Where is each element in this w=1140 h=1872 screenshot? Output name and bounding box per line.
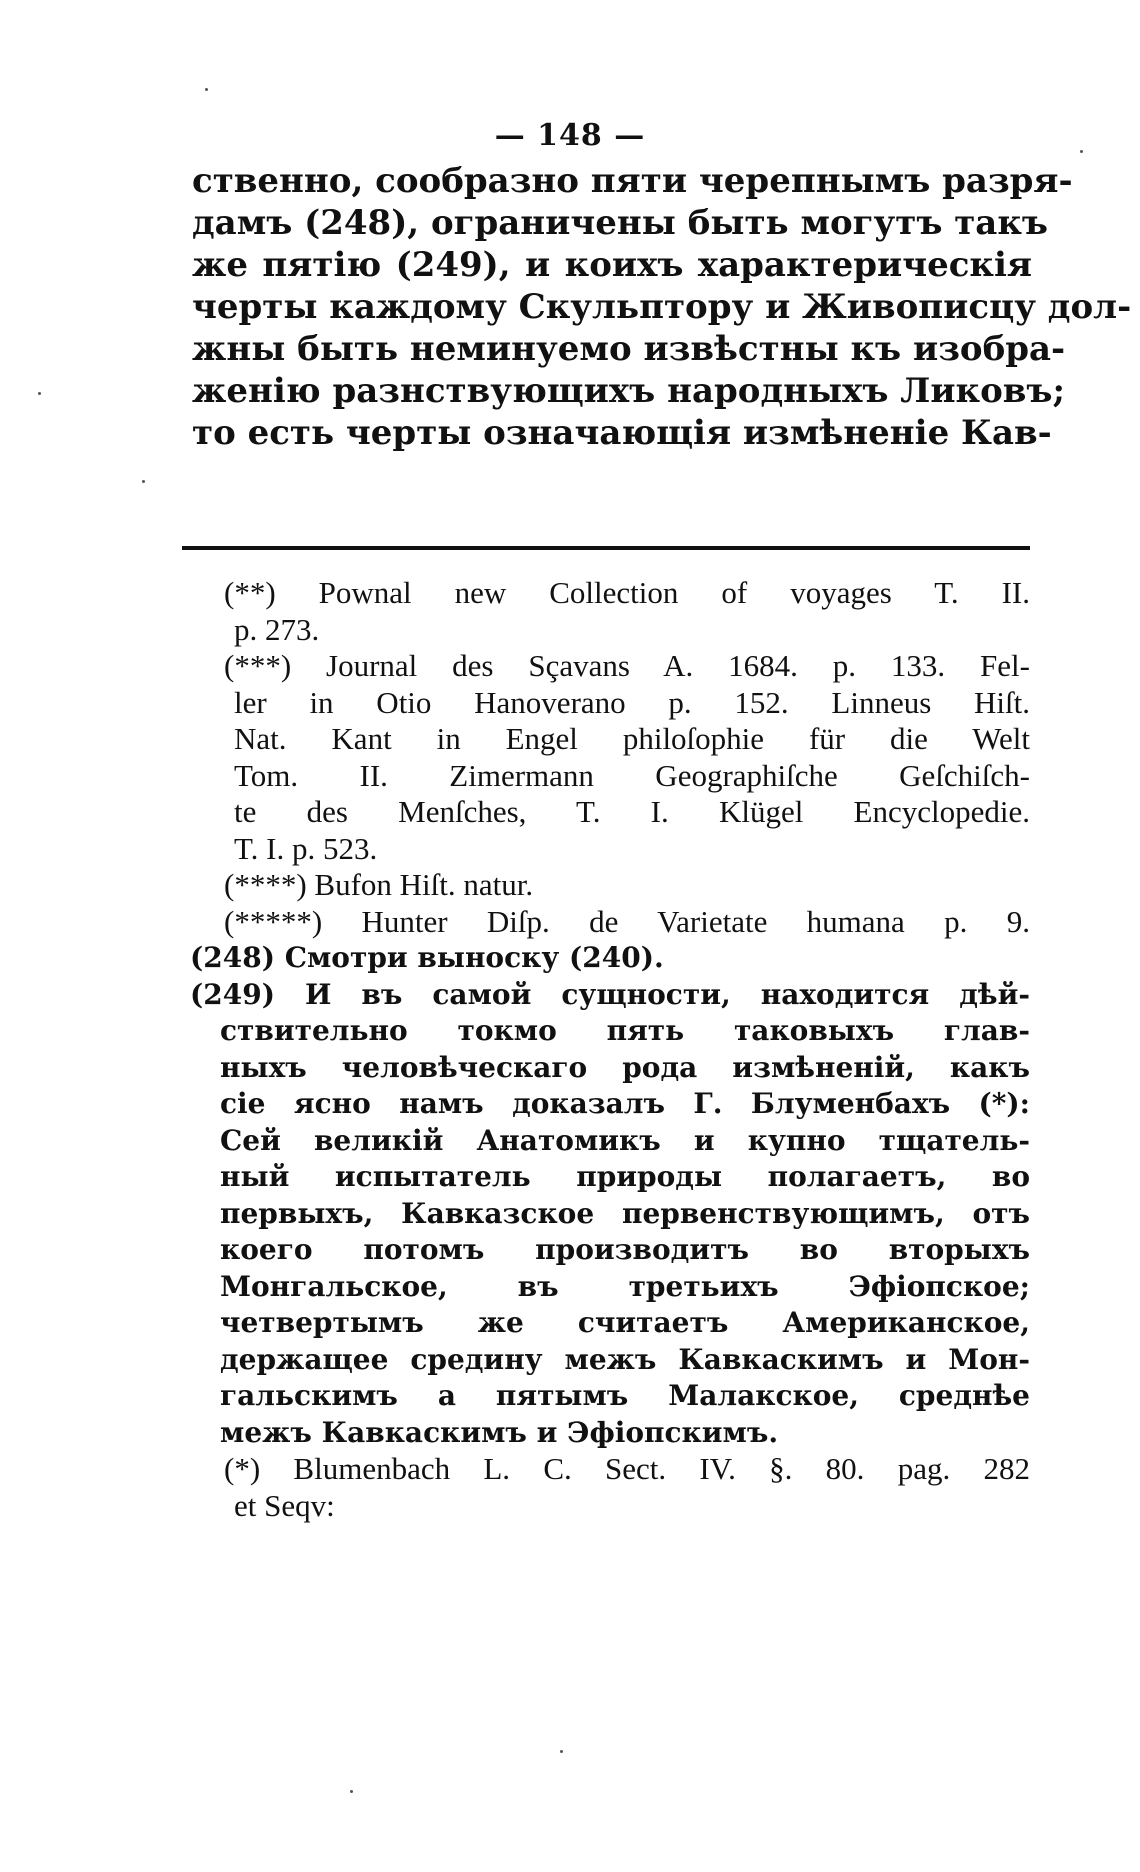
main-text-line: женію разнствующихъ народныхъ Ликовъ; xyxy=(192,371,1066,411)
main-text-line: то есть черты означающія измѣненіе Кав- xyxy=(192,413,1052,453)
main-text-line: черты каждому Скульптору и Живописцу дол- xyxy=(192,287,1132,327)
footnote-line: (****) Bufon Hiſt. natur. xyxy=(224,867,534,902)
main-text-line: же пятію (249), и коихъ характерическія xyxy=(192,245,1032,285)
main-text-line: жны быть неминуемо извѣстны къ изобра- xyxy=(192,329,1066,369)
footnote-line: сіе ясно намъ доказалъ Г. Блуменбахъ (*): xyxy=(220,1087,1030,1120)
footnote-line: (249) И въ самой сущности, находится дѣй- xyxy=(190,977,1030,1011)
footnote-line: ler in Otio Hanoverano p. 152. Linneus Hiſt. xyxy=(234,684,1030,720)
paper-speck xyxy=(350,1790,353,1793)
paper-speck xyxy=(205,88,208,91)
footnote-line: Монгальское, въ третьихъ Эфіопское; xyxy=(220,1269,1030,1303)
paper-speck xyxy=(1080,150,1083,153)
footnote-divider xyxy=(182,546,1030,550)
footnote-line: et Seqv: xyxy=(234,1487,335,1523)
footnote-line: (*****) Hunter Diſp. de Varietate humana p. 9. xyxy=(224,903,1030,939)
main-text-line: дамъ (248), ограничены быть могутъ такъ xyxy=(192,203,1048,243)
footnote-line: коего потомъ производитъ во вторыхъ xyxy=(220,1233,1030,1266)
footnote-line: p. 273. xyxy=(234,611,320,647)
paper-speck xyxy=(142,480,145,483)
main-text-block xyxy=(192,160,1132,454)
footnote-line: (248) Смотри выноску (240). xyxy=(190,941,664,974)
footnote-line: Сей великій Анатомикъ и купно тщатель- xyxy=(220,1123,1030,1157)
footnote-line: межъ Кавкаскимъ и Эфіопскимъ. xyxy=(220,1415,779,1449)
footnote-line: ствительно токмо пять таковыхъ глав- xyxy=(220,1014,1030,1047)
footnote-line: T. I. p. 523. xyxy=(234,830,378,866)
paper-speck xyxy=(560,1750,563,1753)
footnote-line: (**) Pownal new Collection of voyages T. II. xyxy=(224,575,1030,610)
page-number: — 148 — xyxy=(494,118,646,153)
footnote-line: гальскимъ а пятымъ Малакское, среднѣе xyxy=(220,1379,1030,1412)
footnote-line: держащее средину межъ Кавкаскимъ и Мон- xyxy=(220,1342,1030,1376)
footnote-line: ныхъ человѣческаго рода измѣненій, какъ xyxy=(220,1050,1030,1084)
main-text-line: ственно, сообразно пяти черепнымъ разря- xyxy=(192,161,1073,201)
footnote-line: te des Menſches, T. I. Klügel Encyclopedie. xyxy=(234,794,1030,829)
footnote-line: (*) Blumenbach L. C. Sect. IV. §. 80. pag. 282 xyxy=(224,1451,1030,1486)
paper-speck xyxy=(38,392,41,395)
footnote-line: четвертымъ же считаетъ Американское, xyxy=(220,1306,1030,1339)
footnote-line: Nat. Kant in Engel philoſophie für die Welt xyxy=(234,721,1030,756)
footnote-line: (***) Journal des Sçavans A. 1684. p. 133. Fel- xyxy=(224,648,1030,683)
footnote-line: первыхъ, Кавказское первенствующимъ, отъ xyxy=(220,1196,1030,1230)
footnote-line: ный испытатель природы полагаетъ, во xyxy=(220,1160,1030,1193)
footnote-line: Tom. II. Zimermann Geographiſche Geſchiſch- xyxy=(234,757,1030,793)
footnotes-block xyxy=(190,575,1030,1524)
